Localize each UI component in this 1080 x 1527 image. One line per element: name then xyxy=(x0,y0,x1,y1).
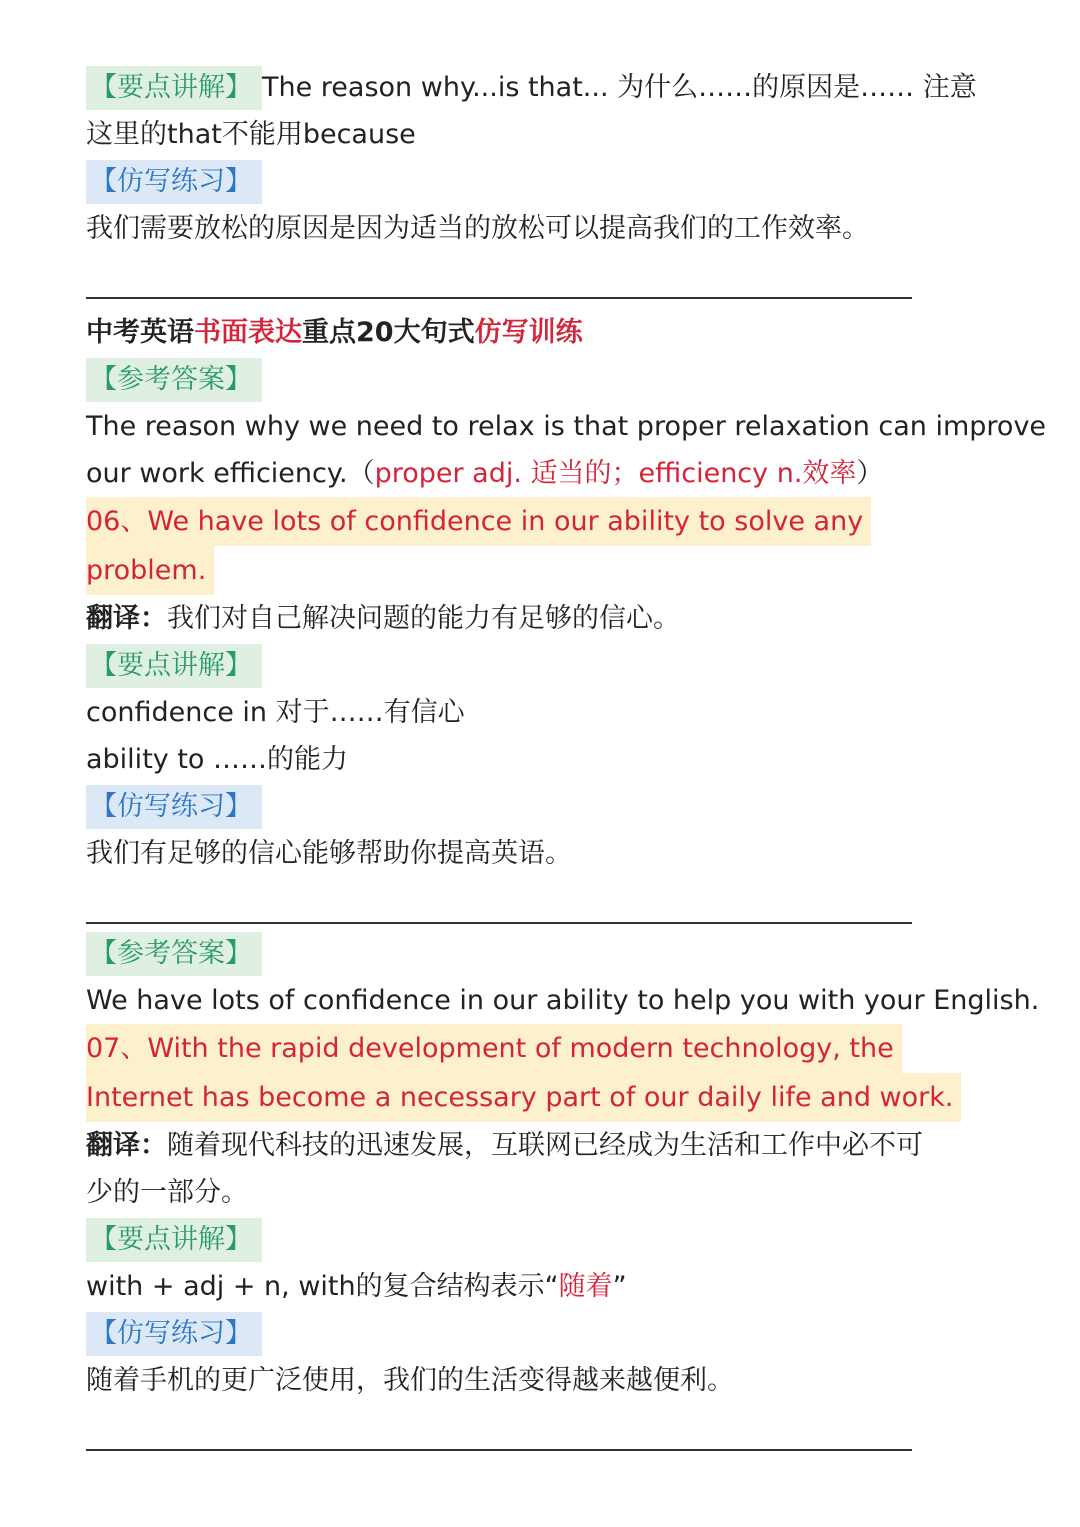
translation-label: 翻译： xyxy=(86,1130,167,1161)
key-point-item xyxy=(86,1263,1016,1310)
answer-blank-line xyxy=(86,258,1016,305)
key-point-item: ability to ……的能力 xyxy=(86,744,349,775)
key-point-tag: 【要点讲解】 xyxy=(86,1218,262,1262)
translation-text: 我们对自己解决问题的能力有足够的信心。 xyxy=(167,603,680,634)
practice-text: 我们需要放松的原因是因为适当的放松可以提高我们的工作效率。 xyxy=(86,213,869,244)
heading-part-red: 书面表达 xyxy=(194,317,302,348)
answer-text-part: ） xyxy=(856,458,884,489)
key-point-tag-row xyxy=(86,1216,1016,1263)
answer-text: The reason why we need to relax is that proper relaxation can improve xyxy=(86,411,1047,442)
answer-blank-line xyxy=(86,1410,1016,1457)
heading-part-red: 仿写训练 xyxy=(474,317,583,348)
key-point-part: ” xyxy=(612,1271,627,1302)
key-point-emphasis: 随着 xyxy=(558,1271,613,1302)
translation-line xyxy=(86,1122,1016,1169)
vocab-note: proper adj. 适当的；efficiency n.效率 xyxy=(374,458,857,489)
practice-tag-row xyxy=(86,158,1016,205)
key-point-line xyxy=(86,64,1016,111)
answer-blank-line xyxy=(86,883,1016,930)
key-point-part: with + adj + n, with的复合结构表示“ xyxy=(86,1271,559,1302)
heading-part: 重点20大句式 xyxy=(302,317,475,348)
document-page xyxy=(86,64,1047,1457)
sentence-title-line: 06、We have lots of confidence in our ability to solve any xyxy=(86,497,871,546)
answer-tag-row xyxy=(86,930,1016,977)
answer-tag: 【参考答案】 xyxy=(86,932,262,976)
key-point-text-cont: 这里的that不能用because xyxy=(86,119,416,150)
key-point-tag: 【要点讲解】 xyxy=(86,644,262,688)
key-point-tag-row xyxy=(86,642,1016,689)
answer-text-cont xyxy=(86,450,1016,497)
translation-text-cont: 少的一部分。 xyxy=(86,1177,248,1208)
sentence-title-line: problem. xyxy=(86,546,214,595)
sentence-06-title xyxy=(86,497,1016,595)
translation-line xyxy=(86,595,1016,642)
answer-text-part: our work efficiency.（ xyxy=(86,458,375,489)
answer-tag-row xyxy=(86,356,1016,403)
answer-tag: 【参考答案】 xyxy=(86,358,262,402)
practice-text: 我们有足够的信心能够帮助你提高英语。 xyxy=(86,838,572,869)
translation-label: 翻译： xyxy=(86,603,167,634)
practice-tag: 【仿写练习】 xyxy=(86,785,262,829)
translation-text: 随着现代科技的迅速发展，互联网已经成为生活和工作中必不可 xyxy=(167,1130,923,1161)
key-point-item: confidence in 对于……有信心 xyxy=(86,697,465,728)
sentence-title-line: 07、With the rapid development of modern technology, the xyxy=(86,1024,902,1073)
practice-tag: 【仿写练习】 xyxy=(86,1312,262,1356)
key-point-tag: 【要点讲解】 xyxy=(86,66,262,110)
key-point-text: The reason why...is that... 为什么……的原因是…… 注意 xyxy=(262,72,977,103)
answer-text: We have lots of confidence in our ability to help you with your English. xyxy=(86,985,1040,1016)
practice-text: 随着手机的更广泛使用，我们的生活变得越来越便利。 xyxy=(86,1365,734,1396)
practice-tag-row xyxy=(86,783,1016,830)
practice-tag-row xyxy=(86,1310,1016,1357)
heading-part: 中考英语 xyxy=(86,317,194,348)
sentence-title-line: Internet has become a necessary part of our daily life and work. xyxy=(86,1073,961,1122)
sentence-07-title xyxy=(86,1024,1016,1122)
section-heading xyxy=(86,309,1016,356)
practice-tag: 【仿写练习】 xyxy=(86,160,262,204)
